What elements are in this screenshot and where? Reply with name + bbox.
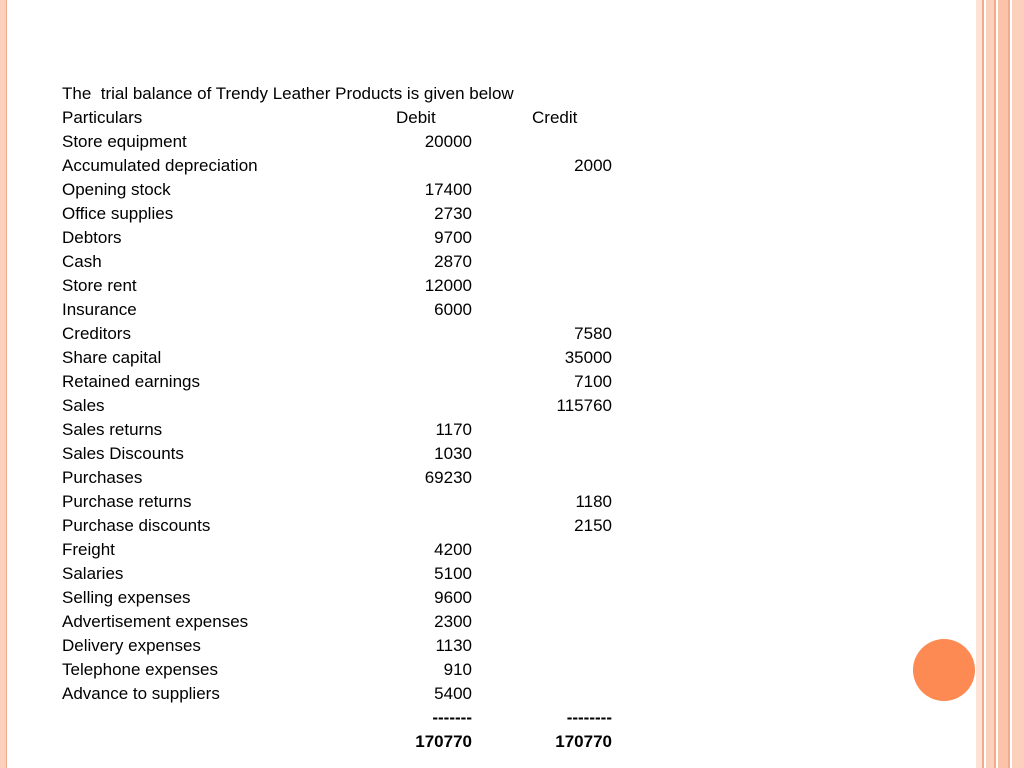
row-particulars: Purchase discounts: [62, 516, 211, 535]
row-debit: 5100: [434, 564, 472, 583]
ledger-row: [62, 658, 682, 682]
header-particulars: Particulars: [62, 108, 143, 127]
totals-row: [62, 730, 682, 754]
row-debit: 6000: [434, 300, 472, 319]
ledger-row: [62, 322, 682, 346]
row-particulars: Advance to suppliers: [62, 684, 220, 703]
ledger-row: [62, 514, 682, 538]
row-credit: 115760: [556, 396, 612, 415]
row-debit: 9700: [434, 228, 472, 247]
ledger-row: [62, 226, 682, 250]
ledger-row: [62, 442, 682, 466]
ledger-row: [62, 586, 682, 610]
stripe: [994, 0, 996, 768]
debit-total: 170770: [415, 732, 472, 751]
ledger-row: [62, 418, 682, 442]
stripe: [1008, 0, 1010, 768]
row-debit: 20000: [424, 132, 472, 151]
debit-separator: -------: [432, 708, 472, 727]
ledger-row: [62, 538, 682, 562]
ledger-row: [62, 130, 682, 154]
row-particulars: Sales Discounts: [62, 444, 184, 463]
row-debit: 9600: [434, 588, 472, 607]
row-particulars: Debtors: [62, 228, 122, 247]
credit-total: 170770: [555, 732, 612, 751]
ledger-row: [62, 202, 682, 226]
page-title: The trial balance of Trendy Leather Products is given below: [62, 84, 514, 103]
stripe: [998, 0, 1008, 768]
row-particulars: Delivery expenses: [62, 636, 201, 655]
row-particulars: Advertisement expenses: [62, 612, 249, 631]
ledger-row: [62, 466, 682, 490]
stripe: [986, 0, 994, 768]
row-particulars: Telephone expenses: [62, 660, 218, 679]
row-debit: 17400: [424, 180, 472, 199]
ledger-row: [62, 274, 682, 298]
ledger-row: [62, 634, 682, 658]
row-particulars: Store rent: [62, 276, 137, 295]
orange-circle-decoration: [913, 639, 975, 701]
ledger-row: [62, 178, 682, 202]
row-credit: 7100: [574, 372, 612, 391]
row-debit: 5400: [434, 684, 472, 703]
row-particulars: Accumulated depreciation: [62, 156, 258, 175]
ledger-row: [62, 610, 682, 634]
row-credit: 2150: [574, 516, 612, 535]
row-debit: 69230: [424, 468, 472, 487]
row-debit: 1030: [434, 444, 472, 463]
right-stripe-decoration: [976, 0, 1024, 768]
ledger-rows: [62, 130, 682, 706]
row-debit: 910: [443, 660, 472, 679]
separator-row: [62, 706, 682, 730]
row-particulars: Share capital: [62, 348, 162, 367]
row-debit: 2730: [434, 204, 472, 223]
trial-balance-content: [62, 82, 682, 754]
credit-separator: --------: [566, 708, 612, 727]
row-particulars: Store equipment: [62, 132, 187, 151]
header-row: [62, 106, 682, 130]
ledger-row: [62, 154, 682, 178]
row-particulars: Creditors: [62, 324, 131, 343]
ledger-row: [62, 250, 682, 274]
row-debit: 12000: [424, 276, 472, 295]
left-border-decoration: [0, 0, 7, 768]
header-credit: Credit: [532, 108, 578, 127]
row-debit: 2300: [434, 612, 472, 631]
ledger-row: [62, 490, 682, 514]
row-credit: 7580: [574, 324, 612, 343]
row-particulars: Selling expenses: [62, 588, 191, 607]
row-particulars: Opening stock: [62, 180, 171, 199]
row-particulars: Freight: [62, 540, 115, 559]
row-debit: 4200: [434, 540, 472, 559]
row-particulars: Purchases: [62, 468, 143, 487]
row-particulars: Purchase returns: [62, 492, 192, 511]
row-debit: 2870: [434, 252, 472, 271]
row-particulars: Insurance: [62, 300, 137, 319]
row-particulars: Sales returns: [62, 420, 163, 439]
ledger-row: [62, 562, 682, 586]
stripe: [982, 0, 984, 768]
header-debit: Debit: [396, 108, 436, 127]
row-particulars: Cash: [62, 252, 102, 271]
ledger-row: [62, 394, 682, 418]
row-particulars: Office supplies: [62, 204, 174, 223]
stripe: [1012, 0, 1024, 768]
row-particulars: Retained earnings: [62, 372, 200, 391]
row-particulars: Salaries: [62, 564, 124, 583]
row-credit: 1180: [575, 492, 612, 511]
row-credit: 35000: [564, 348, 612, 367]
ledger-row: [62, 370, 682, 394]
ledger-row: [62, 682, 682, 706]
ledger-row: [62, 298, 682, 322]
ledger-row: [62, 346, 682, 370]
row-debit: 1170: [435, 420, 472, 439]
row-debit: 1130: [435, 636, 472, 655]
row-particulars: Sales: [62, 396, 105, 415]
row-credit: 2000: [574, 156, 612, 175]
